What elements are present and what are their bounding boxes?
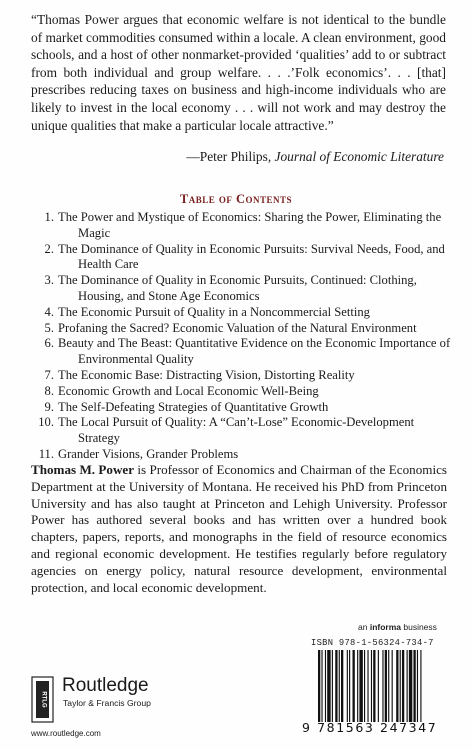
toc-item-number: 1.: [44, 210, 54, 224]
toc-item-number: 5.: [44, 320, 54, 335]
svg-text:RTLG: RTLG: [40, 691, 47, 708]
toc-item-number: 3.: [44, 273, 54, 288]
informa-suffix: business: [401, 622, 437, 632]
toc-item-title: Profaning the Sacred? Economic Valuation of the Natural Environment: [58, 320, 417, 335]
barcode: [316, 650, 454, 722]
toc-item: [34, 368, 454, 384]
toc-item: [34, 242, 454, 274]
toc-item-number: 7.: [44, 367, 54, 382]
toc-item: [34, 384, 454, 400]
review-quote: “Thomas Power argues that economic welfare is not identical to the bundle of market commodities consumed within a locale. A clean environment, good schools, and a host of other nonmarket-provided ‘qualities’ add to or subtract from both individual and group welfare. . . .’Folk economics’. . . [that] prescribes reducing taxes on business and high-income individuals who are likely to invest in the local economy . . . will not work and may destroy the unique qualities that make a particular locale attractive.”: [31, 12, 447, 133]
attribution-source: Journal of Economic Literature: [274, 149, 444, 164]
toc-item-title: The Dominance of Quality in Economic Pursuits, Continued: Clothing, Housing, and Stone Age Economics: [58, 273, 417, 303]
informa-tagline: [358, 622, 437, 632]
informa-prefix: an: [358, 622, 370, 632]
attribution-name: —Peter Philips,: [186, 149, 275, 164]
toc-item-title: Economic Growth and Local Economic Well-Being: [58, 383, 319, 398]
toc-item: [34, 273, 454, 305]
publisher-name: Routledge: [62, 675, 149, 696]
toc-item-number: 11.: [38, 446, 54, 461]
toc-item-title: Beauty and The Beast: Quantitative Evidence on the Economic Importance of Environmental Quality: [58, 336, 451, 367]
toc-item-number: 4.: [44, 304, 54, 319]
toc-item-title: The Economic Base: Distracting Vision, Distorting Reality: [58, 367, 355, 382]
toc-item: [34, 447, 454, 463]
barcode-number: 9 781563 247347: [302, 720, 438, 735]
toc-item: [34, 321, 454, 337]
quote-attribution: [186, 149, 444, 165]
bio-text: is Professor of Economics and Chairman of the Economics Department at the University of Montana. He received his PhD from Princeton University and has also taught at Princeton and Lehigh University. Professor Power has authored several books and has written over a hundred book chapters, papers, reports, and monographs in the field of resource economics and regional economic development. He testifies regularly before regulatory agencies on energy policy, natural resource development, environmental protection, and local economic development.: [31, 462, 447, 595]
toc-item-title: The Dominance of Quality in Economic Pursuits: Survival Needs, Food, and Health Care: [58, 241, 445, 272]
toc-item-number: 10.: [38, 415, 54, 430]
publisher-url[interactable]: www.routledge.com: [31, 729, 101, 738]
author-bio: [31, 462, 447, 596]
toc-item-number: 6.: [44, 336, 54, 351]
toc-item-title: Grander Visions, Grander Problems: [58, 446, 239, 461]
toc-item: [34, 400, 454, 416]
toc-item: [34, 415, 454, 447]
toc-item: [34, 336, 454, 368]
toc-item-title: The Power and Mystique of Economics: Sharing the Power, Eliminating the Magic: [58, 210, 442, 240]
toc-item-title: The Local Pursuit of Quality: A “Can’t-Lose” Economic-Development Strategy: [58, 415, 415, 446]
isbn-text: ISBN 978-1-56324-734-7: [311, 638, 434, 648]
informa-brand: informa: [369, 622, 401, 632]
toc-item-title: The Economic Pursuit of Quality in a Noncommercial Setting: [58, 304, 370, 319]
author-name: Thomas M. Power: [31, 462, 135, 477]
toc-item-title: The Self-Defeating Strategies of Quantitative Growth: [58, 399, 329, 414]
routledge-logo-icon: [31, 676, 54, 723]
toc-heading: Table of Contents: [179, 192, 293, 206]
table-of-contents: [34, 210, 454, 463]
toc-item-number: 8.: [44, 383, 54, 398]
publisher-group: Taylor & Francis Group: [63, 698, 151, 708]
toc-item-number: 2.: [44, 241, 54, 256]
toc-item: [34, 305, 454, 321]
toc-item: [34, 210, 454, 242]
toc-item-number: 9.: [44, 399, 54, 414]
